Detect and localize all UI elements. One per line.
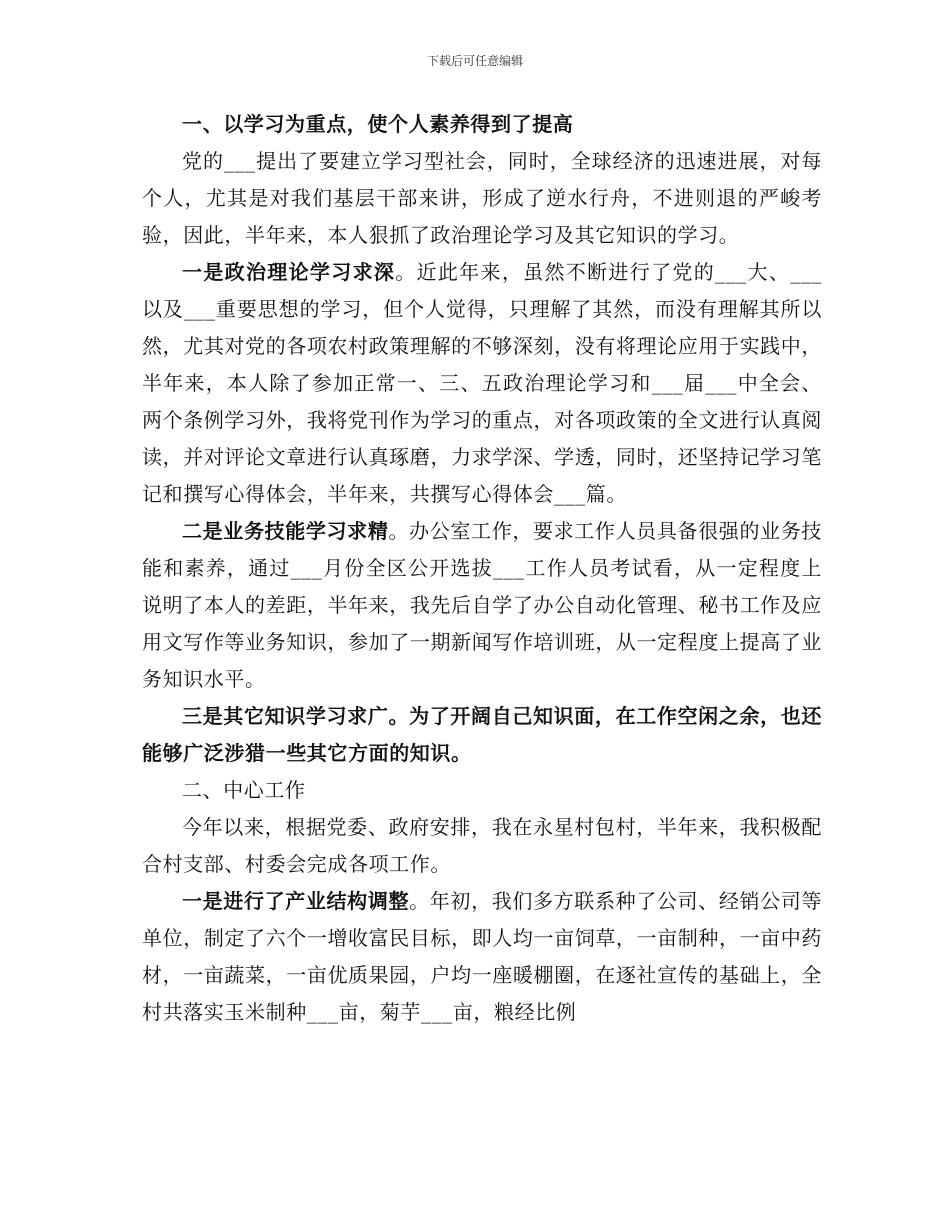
section-heading: 一、以学习为重点，使个人素养得到了提高 [182,112,574,136]
paragraph: 今年以来，根据党委、政府安排，我在永星村包村，半年来，我积极配合村支部、村委会完成各项工作。 [142,815,822,876]
paragraph-body: 。近此年来，虽然不断进行了党的___大、___以及___重要思想的学习，但个人觉得，只理解了其然，而没有理解其所以然，尤其对党的各项农村政策理解的不够深刻，没有将理论应用于实践中，半年来，本人除了参加正常一、三、五政治理论学习和___届___中全会、两个条例学习外，我将党刊作为学习的重点，对各项政策的全文进行认真阅读，并对评论文章进行认真琢磨，力求学深、学透，同时，还坚持记学习笔记和撰写心得体会，半年来，共撰写心得体会___篇。 [142,260,822,506]
page-header: 下载后可任意编辑 [426,54,523,68]
paragraph-lead: 一是进行了产业结构调整 [182,889,410,913]
paragraph [142,513,822,698]
paragraph-lead: 二是业务技能学习求精 [182,519,389,543]
section-heading: 二、中心工作 [182,778,306,802]
document-body [142,106,822,1031]
paragraph: 党的___提出了要建立学习型社会，同时，全球经济的迅速进展，对每个人，尤其是对我们基层干部来讲，形成了逆水行舟，不进则退的严峻考验，因此，半年来，本人狠抓了政治理论学习及其它知识的学习。 [142,149,822,247]
paragraph-lead: 一是政治理论学习求深 [182,260,396,284]
paragraph [142,883,822,1031]
paragraph [142,698,822,772]
paragraph-lead: 三是其它知识学习求广。为了开阔自己知识面，在工作空闲之余，也还能够广泛涉猎一些其它方面的知识。 [142,704,822,765]
paragraph-body: 。办公室工作，要求工作人员具备很强的业务技能和素养，通过___月份全区公开选拔___工作人员考试看，从一定程度上说明了本人的差距，半年来，我先后自学了办公自动化管理、秘书工作及应用文写作等业务知识，参加了一期新闻写作培训班，从一定程度上提高了业务知识水平。 [142,519,822,691]
paragraph [142,254,822,513]
paragraph-body: 。年初，我们多方联系种了公司、经销公司等单位，制定了六个一增收富民目标，即人均一亩饲草，一亩制种，一亩中药材，一亩蔬菜，一亩优质果园，户均一座暖棚圈，在逐社宣传的基础上，全村共落实玉米制种___亩，菊芋___亩，粮经比例 [142,889,823,1024]
